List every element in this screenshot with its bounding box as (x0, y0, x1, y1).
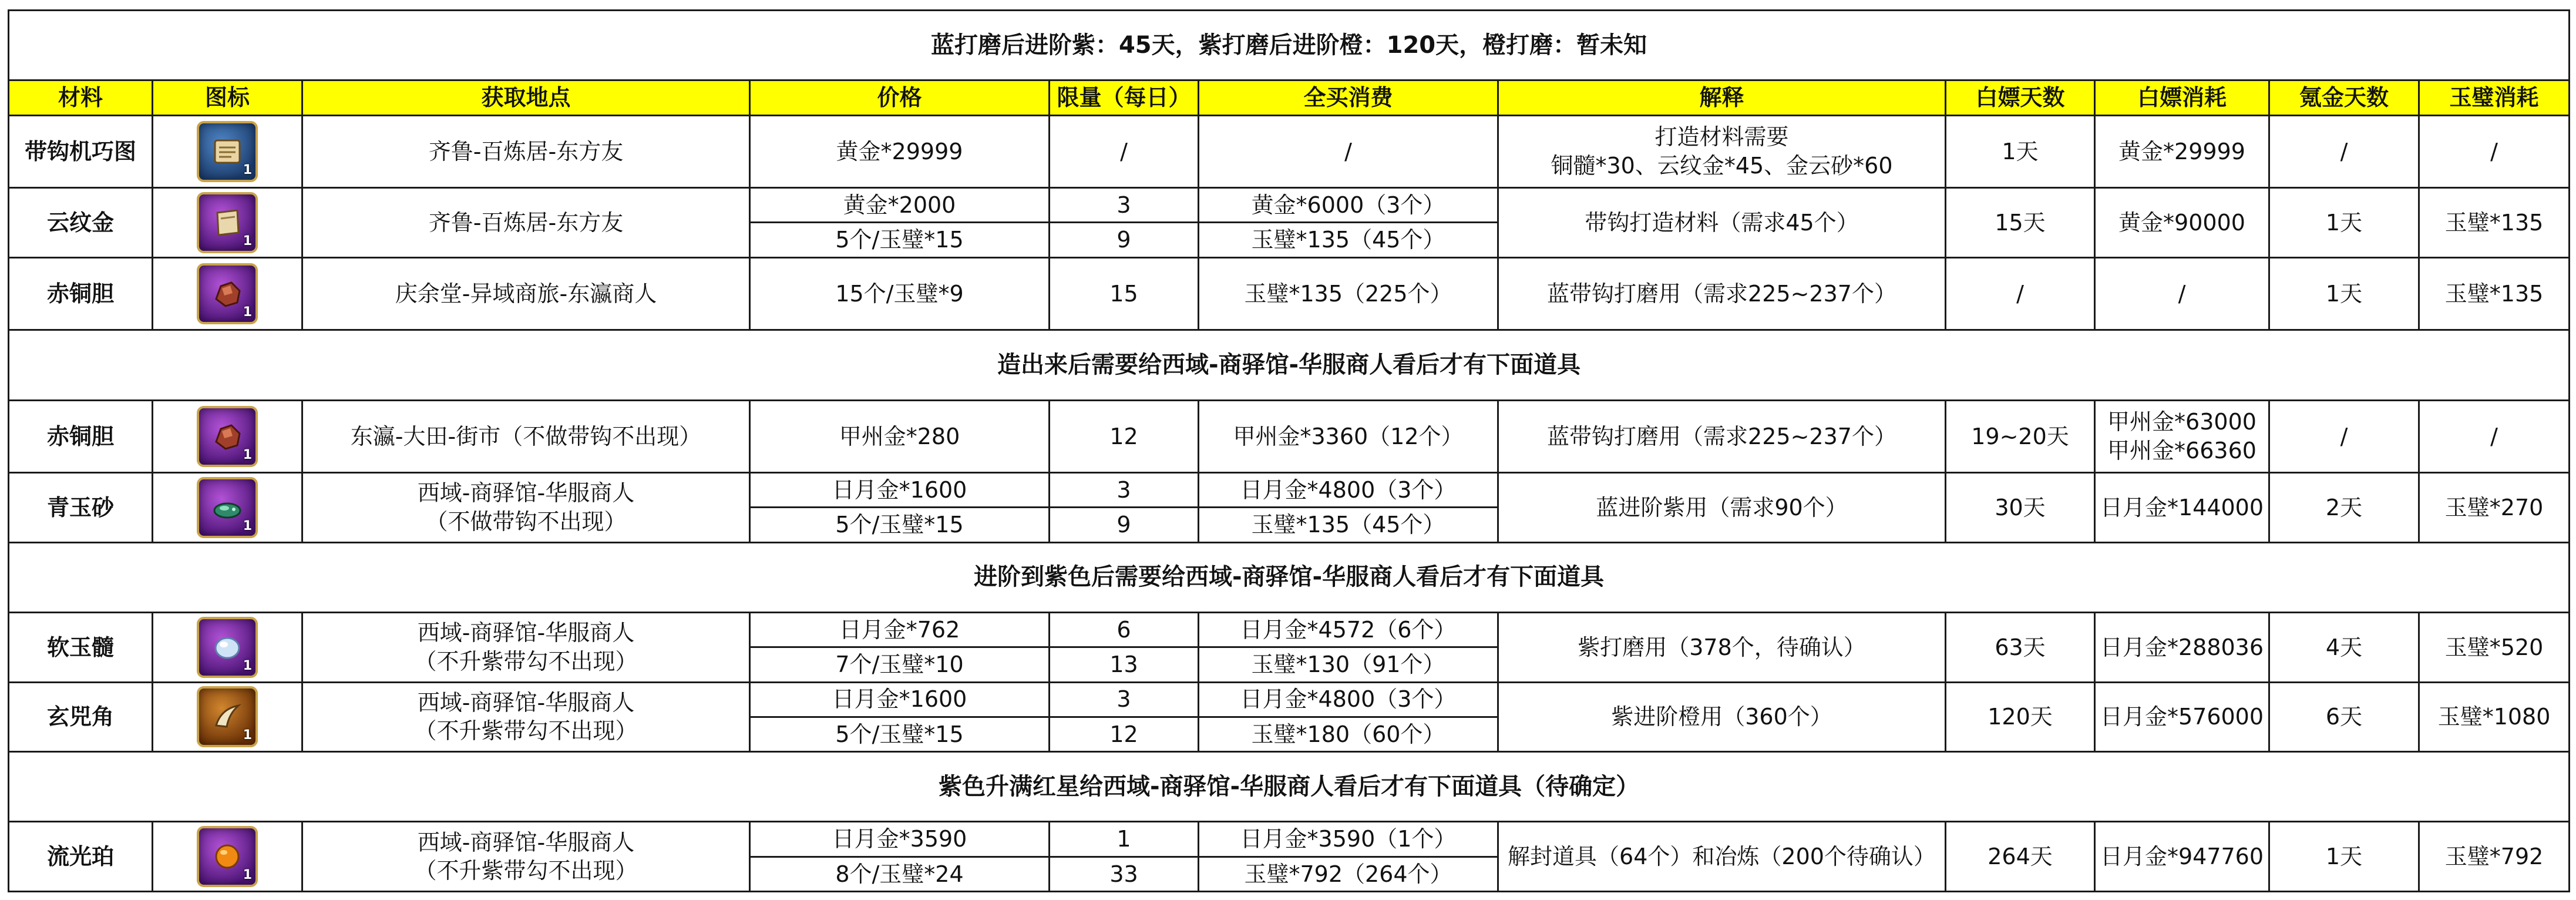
price-cell[interactable]: 日月金*1600 (750, 682, 1050, 717)
location-cell[interactable]: 齐鲁-百炼居-东方友 (302, 115, 750, 188)
total-cell[interactable]: 玉璧*130（91个） (1199, 647, 1498, 682)
header-cell-paid-days[interactable]: 氪金天数 (2269, 80, 2419, 115)
banner-row-top (9, 11, 2570, 80)
material-name[interactable]: 赤铜胆 (9, 257, 153, 330)
free-cost-cell[interactable] (2095, 400, 2269, 473)
table-row (9, 188, 2570, 223)
location-cell[interactable] (302, 473, 750, 542)
free-cost-line-2: 甲州金*66360 (2107, 437, 2256, 464)
paid-days-cell[interactable]: / (2269, 400, 2419, 473)
price-cell[interactable]: 黄金*29999 (750, 115, 1050, 188)
free-days-cell[interactable]: / (1946, 257, 2095, 330)
material-name[interactable]: 玄兕角 (9, 682, 153, 751)
icon-cell[interactable] (153, 400, 302, 473)
price-cell[interactable]: 8个/玉璧*24 (750, 857, 1050, 891)
free-cost-cell[interactable]: 日月金*947760 (2095, 822, 2269, 892)
location-line-2: （不升紫带勾不出现） (414, 718, 638, 744)
material-name[interactable]: 软玉髓 (9, 613, 153, 682)
limit-cell[interactable]: 3 (1050, 473, 1199, 508)
location-line-2: （不升紫带勾不出现） (414, 648, 638, 674)
jade-sand-icon (197, 477, 258, 538)
price-cell[interactable]: 5个/玉璧*15 (750, 223, 1050, 257)
paid-days-cell[interactable]: 4天 (2269, 613, 2419, 682)
table-row (9, 257, 2570, 330)
free-cost-cell[interactable]: / (2095, 257, 2269, 330)
price-cell[interactable]: 5个/玉璧*15 (750, 717, 1050, 751)
explanation-cell[interactable]: 蓝进阶紫用（需求90个） (1498, 473, 1946, 542)
icon-cell[interactable] (153, 613, 302, 682)
section-banner[interactable]: 进阶到紫色后需要给西域-商驿馆-华服商人看后才有下面道具 (9, 542, 2570, 612)
free-cost-line-1: 甲州金*63000 (2107, 409, 2256, 435)
total-cell[interactable]: 日月金*4800（3个） (1199, 682, 1498, 717)
paid-days-cell[interactable]: 1天 (2269, 822, 2419, 892)
location-line-1: 西域-商驿馆-华服商人 (417, 689, 635, 716)
item-count: 1 (243, 658, 252, 673)
limit-cell[interactable]: 12 (1050, 717, 1199, 751)
total-cell[interactable]: 玉璧*135（45个） (1199, 223, 1498, 257)
location-cell[interactable] (302, 822, 750, 892)
horn-icon (197, 686, 258, 747)
table-row (9, 613, 2570, 647)
price-cell[interactable]: 5个/玉璧*15 (750, 508, 1050, 542)
copper-ore-icon (197, 263, 258, 324)
icon-cell[interactable] (153, 188, 302, 257)
material-name[interactable]: 赤铜胆 (9, 400, 153, 473)
icon-cell[interactable] (153, 115, 302, 188)
limit-cell[interactable]: 6 (1050, 613, 1199, 647)
icon-cell[interactable] (153, 822, 302, 892)
explanation-cell[interactable]: 蓝带钩打磨用（需求225~237个） (1498, 400, 1946, 473)
explanation-cell[interactable]: 解封道具（64个）和冶炼（200个待确认） (1498, 822, 1946, 892)
material-name[interactable]: 青玉砂 (9, 473, 153, 542)
paid-days-cell[interactable]: / (2269, 115, 2419, 188)
price-cell[interactable]: 甲州金*280 (750, 400, 1050, 473)
limit-cell[interactable]: 3 (1050, 682, 1199, 717)
location-cell[interactable] (302, 682, 750, 751)
explanation-cell[interactable] (1498, 115, 1946, 188)
material-name[interactable]: 带钩机巧图 (9, 115, 153, 188)
free-days-cell[interactable]: 1天 (1946, 115, 2095, 188)
limit-cell[interactable]: 1 (1050, 822, 1199, 857)
jade-cost-cell[interactable]: 玉璧*135 (2419, 257, 2570, 330)
explanation-cell[interactable]: 带钩打造材料（需求45个） (1498, 188, 1946, 257)
price-cell[interactable]: 黄金*2000 (750, 188, 1050, 223)
paper-scroll-icon (197, 192, 258, 253)
free-cost-cell[interactable]: 日月金*144000 (2095, 473, 2269, 542)
location-line-1: 西域-商驿馆-华服商人 (417, 480, 635, 506)
location-cell[interactable]: 庆余堂-异域商旅-东瀛商人 (302, 257, 750, 330)
paid-days-cell[interactable]: 2天 (2269, 473, 2419, 542)
limit-cell[interactable]: 15 (1050, 257, 1199, 330)
header-cell-limit[interactable]: 限量（每日） (1050, 80, 1199, 115)
table-row (9, 400, 2570, 473)
item-count: 1 (243, 868, 252, 883)
price-cell[interactable]: 15个/玉璧*9 (750, 257, 1050, 330)
header-cell-material[interactable]: 材料 (9, 80, 153, 115)
banner-row (9, 752, 2570, 822)
banner-row (9, 542, 2570, 612)
header-cell-free-days[interactable]: 白嫖天数 (1946, 80, 2095, 115)
paid-days-cell[interactable]: 1天 (2269, 257, 2419, 330)
table-row (9, 822, 2570, 857)
item-count: 1 (243, 518, 252, 533)
header-cell-explanation[interactable]: 解释 (1498, 80, 1946, 115)
material-name[interactable]: 流光珀 (9, 822, 153, 892)
total-cell[interactable]: 黄金*6000（3个） (1199, 188, 1498, 223)
limit-cell[interactable]: 13 (1050, 647, 1199, 682)
table-row (9, 682, 2570, 717)
limit-cell[interactable]: 9 (1050, 223, 1199, 257)
total-cell[interactable]: 玉璧*135（225个） (1199, 257, 1498, 330)
header-cell-icon[interactable]: 图标 (153, 80, 302, 115)
item-count: 1 (243, 162, 252, 177)
header-cell-total[interactable]: 全买消费 (1199, 80, 1498, 115)
paid-days-cell[interactable]: 6天 (2269, 682, 2419, 751)
material-name[interactable]: 云纹金 (9, 188, 153, 257)
jade-cost-cell[interactable]: 玉璧*792 (2419, 822, 2570, 892)
scroll-icon (197, 121, 258, 182)
free-cost-cell[interactable]: 日月金*576000 (2095, 682, 2269, 751)
icon-cell[interactable] (153, 682, 302, 751)
item-count: 1 (243, 233, 252, 248)
header-cell-jade-cost[interactable]: 玉璧消耗 (2419, 80, 2570, 115)
total-cell[interactable]: 日月金*4572（6个） (1199, 613, 1498, 647)
copper-ore-icon (197, 406, 258, 467)
total-cell[interactable]: 甲州金*3360（12个） (1199, 400, 1498, 473)
section-banner[interactable]: 造出来后需要给西域-商驿馆-华服商人看后才有下面道具 (9, 330, 2570, 400)
limit-cell[interactable]: 33 (1050, 857, 1199, 891)
jade-cost-cell[interactable]: 玉璧*270 (2419, 473, 2570, 542)
location-line-2: （不做带钩不出现） (425, 508, 627, 535)
icon-cell[interactable] (153, 473, 302, 542)
location-cell[interactable] (302, 613, 750, 682)
header-cell-price[interactable]: 价格 (750, 80, 1050, 115)
banner-top[interactable]: 蓝打磨后进阶紫：45天，紫打磨后进阶橙：120天，橙打磨：暂未知 (9, 11, 2570, 80)
price-cell[interactable]: 7个/玉璧*10 (750, 647, 1050, 682)
total-cell[interactable]: 玉璧*792（264个） (1199, 857, 1498, 891)
jade-cost-cell[interactable]: 玉璧*1080 (2419, 682, 2570, 751)
location-line-1: 西域-商驿馆-华服商人 (417, 829, 635, 855)
paid-days-cell[interactable]: 1天 (2269, 188, 2419, 257)
free-cost-cell[interactable]: 黄金*90000 (2095, 188, 2269, 257)
item-count: 1 (243, 304, 252, 320)
explanation-cell[interactable]: 蓝带钩打磨用（需求225~237个） (1498, 257, 1946, 330)
amber-orb-icon (197, 826, 258, 887)
header-cell-location[interactable]: 获取地点 (302, 80, 750, 115)
free-cost-cell[interactable]: 黄金*29999 (2095, 115, 2269, 188)
price-cell[interactable]: 日月金*3590 (750, 822, 1050, 857)
table-row (9, 473, 2570, 508)
location-cell[interactable]: 东瀛-大田-街市（不做带钩不出现） (302, 400, 750, 473)
table-row (9, 115, 2570, 188)
header-cell-free-cost[interactable]: 白嫖消耗 (2095, 80, 2269, 115)
location-line-2: （不升紫带勾不出现） (414, 858, 638, 884)
limit-cell[interactable]: 9 (1050, 508, 1199, 542)
location-cell[interactable]: 齐鲁-百炼居-东方友 (302, 188, 750, 257)
explanation-line-1: 打造材料需要 (1654, 124, 1789, 150)
price-cell[interactable]: 日月金*762 (750, 613, 1050, 647)
header-row (9, 80, 2570, 115)
limit-cell[interactable]: / (1050, 115, 1199, 188)
limit-cell[interactable]: 3 (1050, 188, 1199, 223)
total-cell[interactable]: 日月金*3590（1个） (1199, 822, 1498, 857)
jade-cost-cell[interactable]: / (2419, 115, 2570, 188)
limit-cell[interactable]: 12 (1050, 400, 1199, 473)
banner-row (9, 330, 2570, 400)
total-cell[interactable]: 玉璧*135（45个） (1199, 508, 1498, 542)
jade-cost-cell[interactable]: / (2419, 400, 2570, 473)
total-cell[interactable]: 日月金*4800（3个） (1199, 473, 1498, 508)
free-days-cell[interactable]: 19~20天 (1946, 400, 2095, 473)
free-cost-cell[interactable]: 日月金*288036 (2095, 613, 2269, 682)
explanation-cell[interactable]: 紫进阶橙用（360个） (1498, 682, 1946, 751)
explanation-line-2: 铜髓*30、云纹金*45、金云砂*60 (1551, 152, 1893, 179)
total-cell[interactable]: 玉璧*180（60个） (1199, 717, 1498, 751)
jade-cost-cell[interactable]: 玉璧*135 (2419, 188, 2570, 257)
materials-sheet (8, 9, 2570, 892)
price-cell[interactable]: 日月金*1600 (750, 473, 1050, 508)
soft-jade-icon (197, 617, 258, 678)
free-days-cell[interactable]: 63天 (1946, 613, 2095, 682)
item-count: 1 (243, 447, 252, 462)
explanation-cell[interactable]: 紫打磨用（378个，待确认） (1498, 613, 1946, 682)
free-days-cell[interactable]: 15天 (1946, 188, 2095, 257)
free-days-cell[interactable]: 30天 (1946, 473, 2095, 542)
total-cell[interactable]: / (1199, 115, 1498, 188)
item-count: 1 (243, 728, 252, 743)
jade-cost-cell[interactable]: 玉璧*520 (2419, 613, 2570, 682)
location-line-1: 西域-商驿馆-华服商人 (417, 620, 635, 646)
section-banner[interactable]: 紫色升满红星给西域-商驿馆-华服商人看后才有下面道具（待确定） (9, 752, 2570, 822)
icon-cell[interactable] (153, 257, 302, 330)
free-days-cell[interactable]: 120天 (1946, 682, 2095, 751)
free-days-cell[interactable]: 264天 (1946, 822, 2095, 892)
